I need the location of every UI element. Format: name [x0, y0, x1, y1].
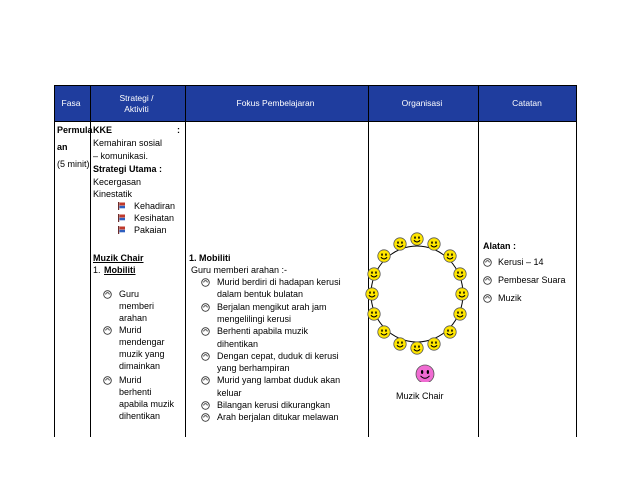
- bullet-icon: [201, 401, 210, 410]
- bullet-icon: [201, 327, 210, 336]
- smiley-face-icon: [411, 342, 423, 354]
- fokus-intro: Guru memberi arahan :-: [191, 265, 288, 275]
- fokus-point-line: Murid yang lambat duduk akan: [217, 375, 341, 386]
- table-header-row: [54, 86, 576, 121]
- kke-line1: Kemahiran sosial: [93, 138, 163, 148]
- step-line: dihentikan: [119, 411, 161, 421]
- smiley-face-icon: [456, 288, 468, 300]
- fasa-name-line1: Permula: [57, 125, 93, 135]
- circle-formation-diagram: [364, 232, 474, 382]
- smiley-face-icon: [444, 326, 456, 338]
- smiley-face-icon: [394, 338, 406, 350]
- smiley-face-icon: [428, 238, 440, 250]
- fokus-point-line: keluar: [217, 387, 242, 398]
- header-catatan: Catatan: [512, 98, 542, 108]
- bullet-icon: [483, 276, 492, 285]
- step-line: Murid: [119, 325, 142, 335]
- activity-title: Muzik Chair: [93, 253, 144, 263]
- header-fasa: Fasa: [61, 98, 81, 108]
- organisasi-caption: Muzik Chair: [396, 391, 444, 401]
- fokus-point-line: dalam bentuk bulatan: [217, 289, 304, 300]
- smiley-face-icon: [366, 288, 378, 300]
- fokus-point-line: Dengan cepat, duduk di kerusi: [217, 350, 339, 361]
- fasa-name-line2: an: [57, 142, 68, 152]
- header-strategi: Strategi / Aktiviti: [119, 92, 154, 114]
- mobiliti-label: Mobiliti: [104, 265, 136, 275]
- fokus-point-line: Murid berdiri di hadapan kerusi: [217, 277, 341, 287]
- fokus-point-line: mengelilingi kerusi: [217, 313, 292, 324]
- smiley-face-icon: [368, 268, 380, 280]
- step-line: memberi: [119, 301, 155, 311]
- strategi-utama-line1: Kecergasan: [93, 177, 142, 187]
- bullet-icon: [103, 326, 112, 335]
- bullet-icon: [103, 376, 112, 385]
- flag-icon: [118, 214, 126, 222]
- smiley-face-icon: [378, 326, 390, 338]
- smiley-face-icon: [454, 308, 466, 320]
- step-line: dimainkan: [119, 361, 161, 371]
- step-line: berhenti: [119, 387, 152, 397]
- flag-icon: [118, 226, 126, 234]
- smiley-face-icon: [428, 338, 440, 350]
- checklist-item: Kehadiran: [134, 201, 176, 211]
- fokus-point-line: dihentikan: [217, 338, 259, 349]
- bullet-icon: [201, 303, 210, 312]
- step-line: Guru: [119, 289, 140, 299]
- bullet-icon: [201, 376, 210, 385]
- alatan-item: Kerusi – 14: [498, 257, 544, 267]
- fasa-duration: (5 minit): [57, 159, 90, 169]
- header-organisasi: Organisasi: [401, 98, 443, 108]
- smiley-face-icon: [368, 308, 380, 320]
- kke-colon: :: [177, 125, 180, 135]
- step-line: Murid: [119, 375, 142, 385]
- step-line: muzik yang: [119, 349, 165, 359]
- bullet-icon: [201, 352, 210, 361]
- bullet-icon: [201, 278, 210, 287]
- smiley-face-icon: [411, 233, 423, 245]
- header-fokus: Fokus Pembelajaran: [236, 98, 315, 108]
- mobiliti-num: 1.: [93, 265, 101, 275]
- fokus-point-line: Berjalan mengikut arah jam: [217, 301, 327, 312]
- fokus-point-line: yang berhampiran: [217, 363, 290, 374]
- fokus-point-line: Arah berjalan ditukar melawan: [217, 412, 339, 423]
- alatan-item: Muzik: [498, 293, 522, 303]
- strategi-utama-line2: Kinestatik: [93, 189, 133, 199]
- smiley-face-icon: [394, 238, 406, 250]
- fokus-title: 1. Mobiliti: [189, 253, 231, 263]
- step-line: arahan: [119, 313, 148, 323]
- bullet-icon: [201, 413, 210, 422]
- smiley-face-icon: [378, 250, 390, 262]
- strategi-utama-label: Strategi Utama :: [93, 164, 163, 174]
- checklist-item: Kesihatan: [134, 213, 175, 223]
- alatan-label: Alatan :: [483, 241, 517, 251]
- bullet-icon: [483, 294, 492, 303]
- step-line: apabila muzik: [119, 399, 175, 409]
- bullet-icon: [483, 258, 492, 267]
- bullet-icon: [103, 290, 112, 299]
- kke-label: KKE: [93, 125, 113, 135]
- smiley-face-icon: [454, 268, 466, 280]
- flag-icon: [118, 202, 126, 210]
- kke-line2: – komunikasi.: [93, 151, 149, 161]
- smiley-face-icon: [416, 365, 434, 382]
- fokus-point-line: Bilangan kerusi dikurangkan: [217, 400, 331, 410]
- alatan-item: Pembesar Suara: [498, 275, 566, 285]
- checklist-item: Pakaian: [134, 225, 167, 235]
- fokus-point-line: Berhenti apabila muzik: [217, 326, 309, 337]
- smiley-face-icon: [444, 250, 456, 262]
- step-line: mendengar: [119, 337, 165, 347]
